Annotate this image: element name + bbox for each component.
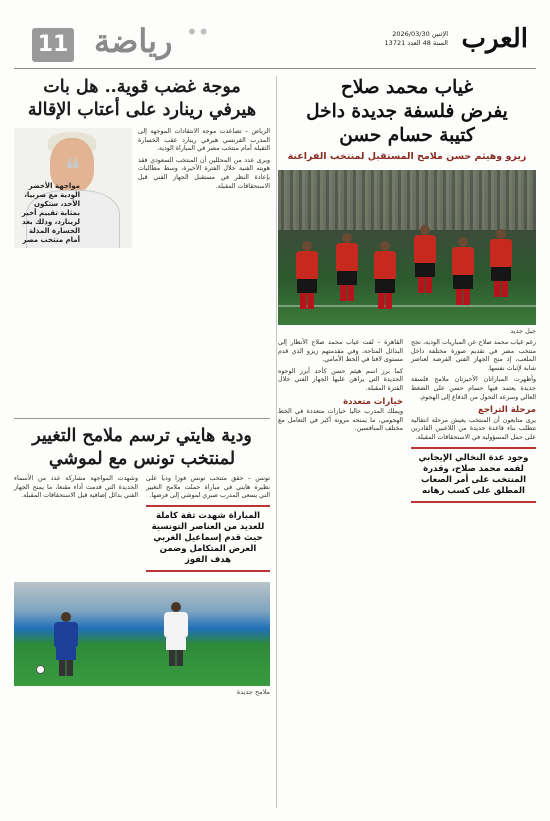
player-figure [374,241,396,311]
ball-icon [36,665,45,674]
paragraph: تونس – حقق منتخب تونس فوزا وديا على نظيره هايتي في مباراة حملت ملامح التغيير التي يسعى المدرب صبري لموشي إلى فرضها. [146,475,270,500]
column-divider [276,76,277,808]
newspaper-logo: العرب [461,24,528,54]
quote-icon: ❝ [64,153,80,186]
main-column-left [278,339,403,507]
tunisia-pull-quote: المباراة شهدت ثقة كاملة للعديد من العناصر التونسية حيث قدم إسماعيل الغربي العرض المتكامل وضمن هدف الفوز [146,505,270,572]
tunisia-match-photo [14,582,270,686]
renard-body [14,128,270,248]
player-figure [490,229,512,299]
masthead-divider [14,68,536,69]
paragraph: وأظهرت المباراتان الأخيرتان ملامح فلسفة جديدة يعتمد فيها حسام حسن على الضغط العالي وسرعة التحول من الدفاع إلى الهجوم. [411,376,536,401]
renard-headline [14,76,270,122]
paragraph: ويملك المدرب حاليا خيارات متعددة في الخط الهجومي، ما يمنحه مرونة أكبر في التعامل مع مختلف المنافسين. [278,408,403,433]
renard-headline-line-2: هيرفي رينارد على أعتاب الإقالة [27,100,257,120]
main-headline-line-1: غياب محمد صلاح [340,77,474,98]
renard-portrait [14,128,132,248]
subheading: مرحلة التراجع [478,405,536,416]
stadium-crowd [278,170,536,230]
paragraph: القاهرة – لفت غياب محمد صلاح الأنظار إلى البدائل المتاحة، وفي مقدمتهم زيزو الذي قدم مستوى لافتا في الخط الأمامي. [278,339,403,364]
main-headline-line-3: كتيبة حسام حسن [339,125,475,146]
main-article-salah [278,76,536,808]
renard-column [138,128,270,248]
main-photo-caption: جيل جديد [510,327,536,335]
page-number: 11 [32,28,74,62]
egypt-team-photo [278,170,536,325]
renard-quote: مواجهة الأخضر الودية مع صربيا، الأحد، ستكون بمثابة تقييم أخير لرينارد، وذلك بعد الخسارة المذلة أمام منتخب مصر [21,182,80,244]
paragraph: الرياض – تصاعدت موجة الانتقادات الموجهة إلى المدرب الفرنسي هيرفي رينارد عقب الخسارة الثقيلة أمام منتخب مصر في المباراة الودية. [138,128,270,153]
paragraph: ويرى عدد من المحللين أن المنتخب السعودي فقد هويته الفنية خلال الفترة الأخيرة، وسط مطالبات بإعادة النظر في مستقبل الجهاز الفني قبل الاستحقاقات المقبلة. [138,156,270,190]
player-figure [296,241,318,311]
section-ornament-icon: •• [186,20,210,44]
paragraph: وشهدت المواجهة مشاركة عدد من الأسماء الجديدة التي قدمت أداء مقنعا، ما يمنح الجهاز الفني بدائل إضافية قبل الاستحقاقات المقبلة. [14,475,138,500]
haiti-player-figure [54,612,78,676]
renard-headline-line-1: موجة غضب قوية.. هل بات [43,77,241,97]
subheading: خيارات متعددة [343,396,403,407]
article-tunisia [14,418,270,808]
paragraph: يرى متابعون أن المنتخب يعيش مرحلة انتقالية تتطلب بناء قاعدة جديدة من اللاعبين القادرين على حمل المسؤولية في الاستحقاقات المقبلة. [411,416,536,441]
section-title: رياضة [94,22,173,60]
newspaper-page [14,18,536,808]
issue-date: الإثنين 2026/03/30 [392,30,448,38]
main-column-right [411,339,536,507]
tunisia-column-right [146,475,270,576]
renard-quote-box [18,153,80,245]
article-renard [14,76,270,416]
masthead [14,18,536,66]
tunisia-columns [14,475,270,576]
main-headline-line-2: يفرض فلسفة جديدة داخل [306,101,508,122]
player-figure [414,225,436,295]
tunisia-player-figure [164,602,188,666]
main-headline [278,76,536,148]
paragraph: رغم غياب محمد صلاح عن المباريات الودية، نجح منتخب مصر في تقديم صورة مختلفة داخل الملعب، إذ منح الجهاز الفني الفرصة لعناصر شابة لإثبات نفسها. [411,339,536,372]
dateline [385,30,448,48]
player-figure [336,233,358,303]
tunisia-headline-line-1: ودية هايتي ترسم ملامح التغيير [32,426,252,446]
main-deck: زيزو وهيثم حسن ملامح المستقبل لمنتخب الفراعنة [287,151,527,162]
tunisia-headline-line-2: لمنتخب تونس مع لموشي [48,449,236,469]
tunisia-column-left [14,475,138,576]
main-article-columns [278,339,536,507]
tunisia-headline [14,425,270,471]
tunisia-photo-caption: ملامح جديدة [236,687,270,696]
pull-quote: وجود عدة النخالي الإيجابي لقمه محمد صلاح، وقدرة المنتخب على أمر الصعاب المطلق على كسب رهانه [411,447,536,503]
issue-number: السنة 48 العدد 13721 [384,39,448,47]
player-figure [452,237,474,307]
paragraph: كما برز اسم هيثم حسن كأحد أبرز الوجوه الجديدة التي يراهن عليها الجهاز الفني خلال الفترة المقبلة. [278,367,403,392]
